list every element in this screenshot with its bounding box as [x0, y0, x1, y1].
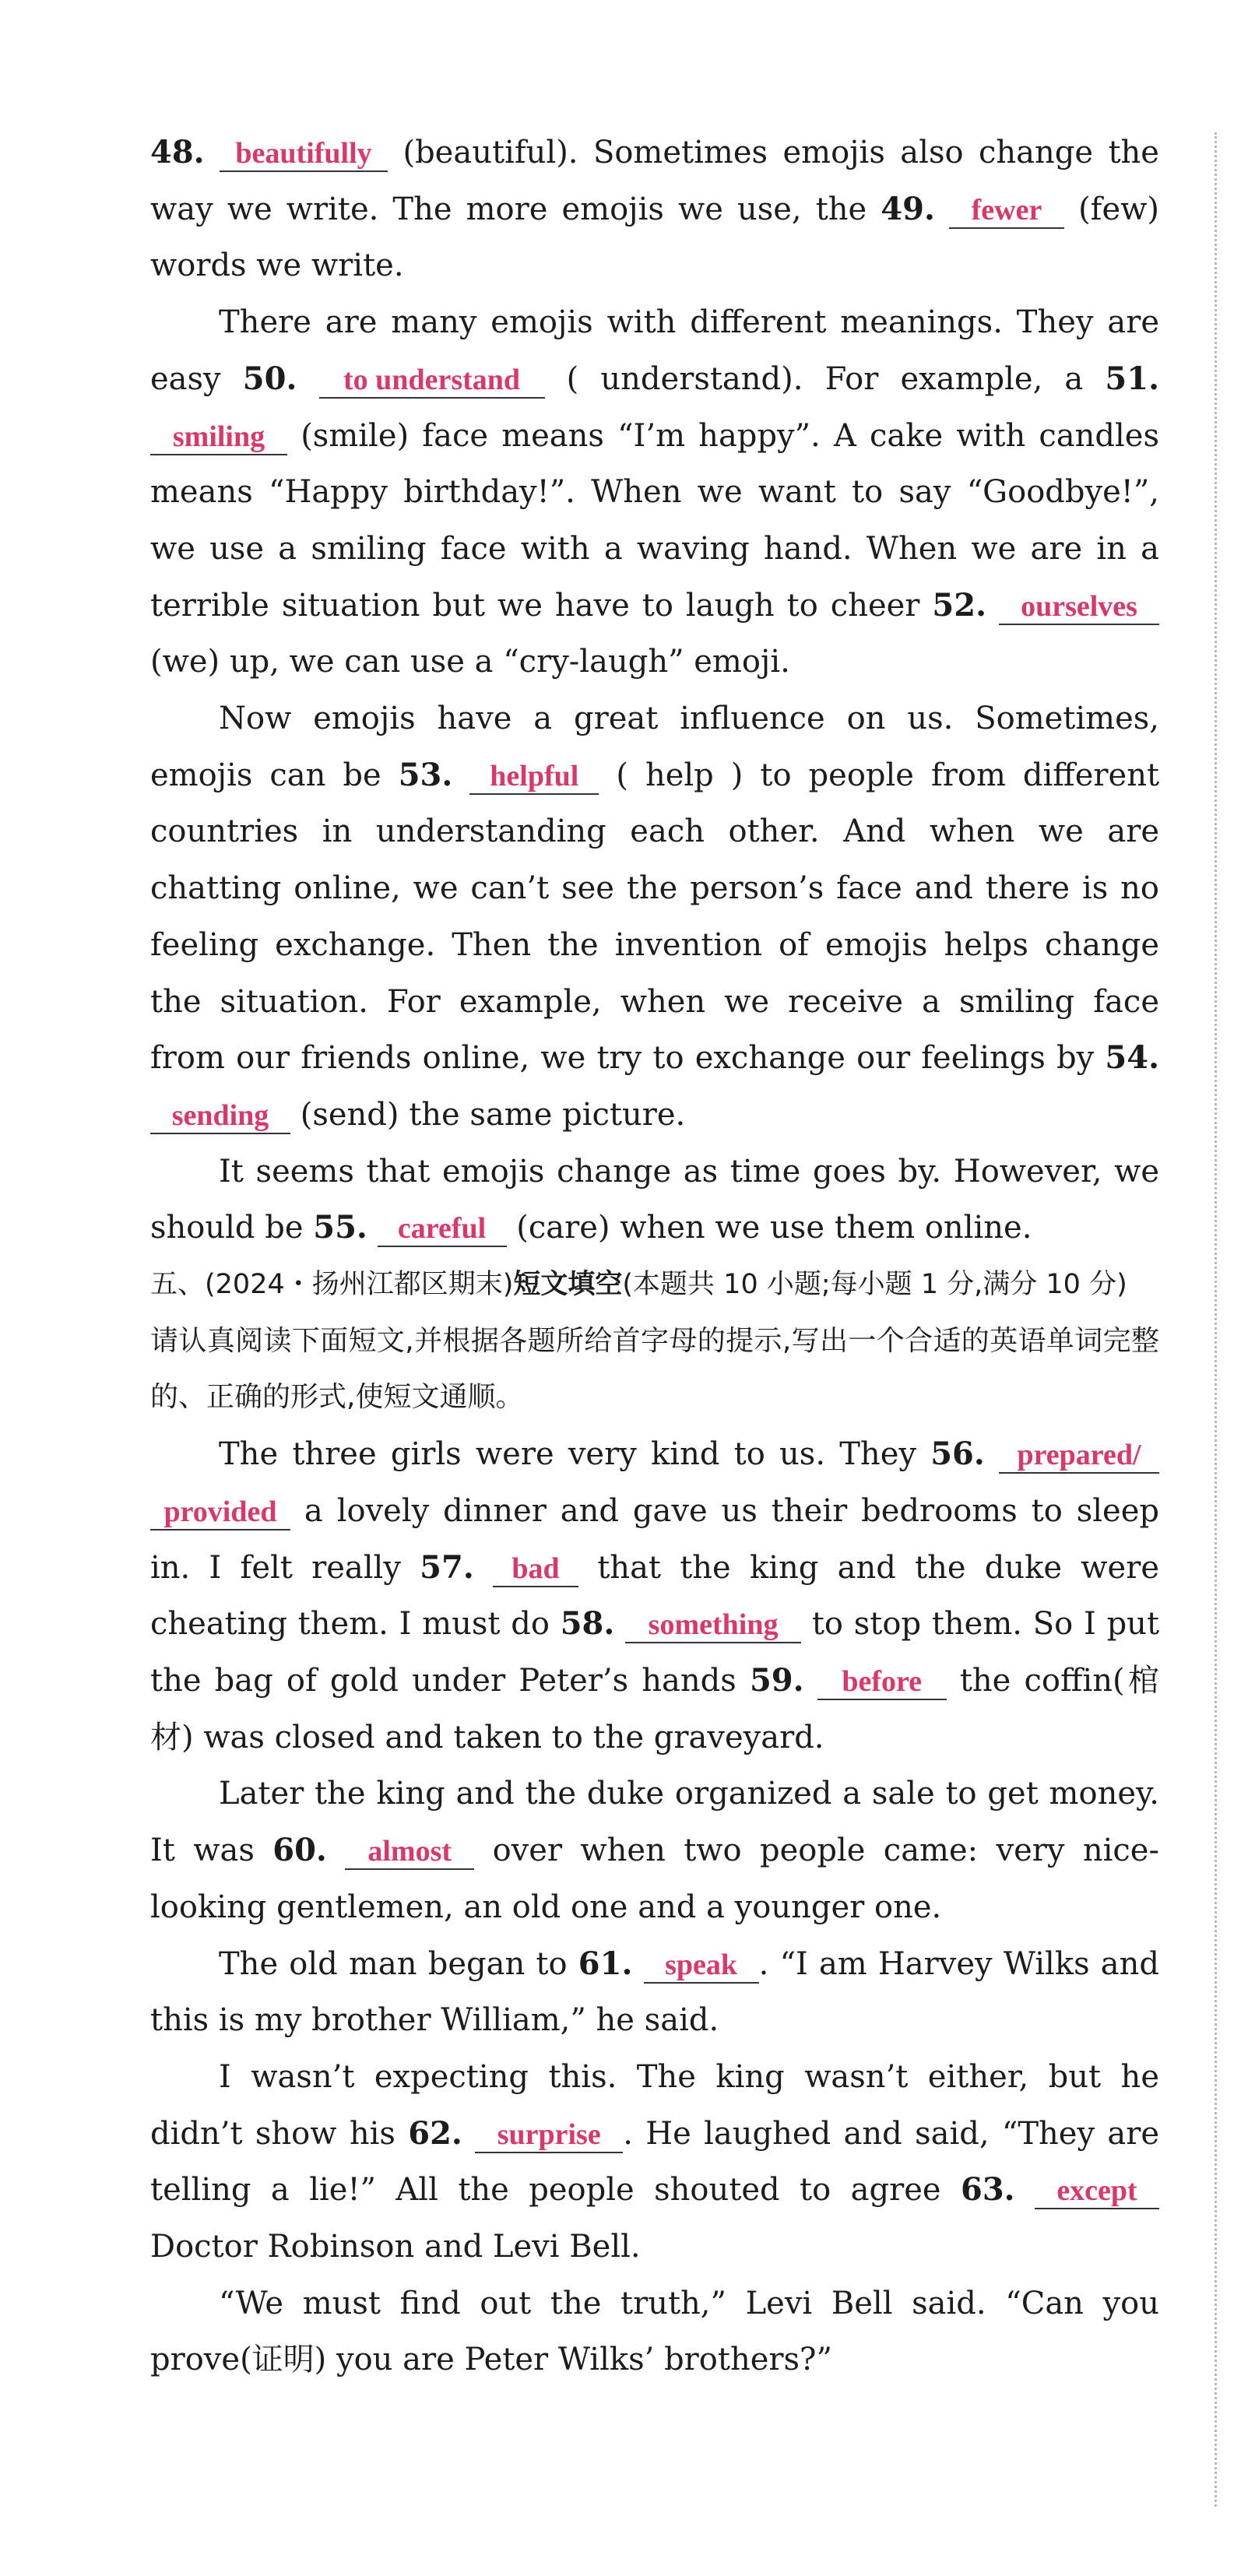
paragraph-55: [150, 1144, 1159, 1256]
paragraph-text: (send) the same picture.: [300, 1096, 686, 1133]
question-number-62: 62.: [408, 2114, 462, 2152]
answer-blank-60: [345, 1833, 474, 1870]
paragraph-text: There are many emojis with different meanings. They are easy: [150, 304, 1159, 397]
question-number-54: 54.: [1105, 1039, 1159, 1077]
answer-50: to understand: [343, 363, 521, 396]
section-5-heading: [150, 1256, 1159, 1313]
paragraph-56-59: [150, 1426, 1159, 1766]
paragraph-text: (smile) face means “I’m happy”. A cake with candles means “Happy birthday!”. When we want to say “Goodbye!”, we use a smiling face with a waving hand. When we are in a terrible situation but we have to laugh to cheer: [150, 417, 1160, 624]
answer-blank-51: [150, 419, 287, 455]
answer-59: before: [842, 1664, 923, 1698]
answer-blank-54: [150, 1098, 290, 1134]
paragraph-text: It seems that emojis change as time goes by. However, we should be: [150, 1153, 1159, 1246]
paragraph-text: Doctor Robinson and Levi Bell.: [150, 2229, 641, 2265]
paragraph-text: “We must find out the truth,” Levi Bell said. “Can you prove(证明) you are Peter Wilks’ brothers?”: [150, 2285, 1159, 2378]
question-number-49: 49.: [881, 190, 935, 227]
answer-51: smiling: [172, 420, 265, 453]
answer-blank-55: [378, 1211, 507, 1247]
answer-blank-53: [469, 758, 599, 795]
paragraph-text: that the king and the duke were cheating them. I must do: [150, 1549, 1159, 1643]
answer-blank-63: [1035, 2173, 1159, 2209]
question-number-48: 48.: [150, 134, 205, 170]
paragraph-text: ( understand). For example, a: [566, 360, 1084, 397]
question-number-61: 61.: [578, 1945, 633, 1982]
answer-blank-62: [475, 2117, 623, 2153]
paragraph-text: (beautiful). Sometimes emojis also change the way we write. The more emojis we use, the: [150, 135, 1159, 227]
section-title: 短文填空: [513, 1269, 623, 1301]
paragraph-48-49: [150, 125, 1159, 294]
answer-blank-57: [493, 1551, 578, 1587]
answer-blank-58: [625, 1607, 801, 1643]
answer-blank-48: [220, 135, 388, 172]
answer-63: except: [1056, 2174, 1137, 2208]
paragraph-text: the coffin(棺材) was closed and taken to the graveyard.: [150, 1662, 1160, 1755]
paragraph-62-63: [150, 2049, 1159, 2276]
answer-55: careful: [397, 1212, 487, 1246]
question-number-58: 58.: [560, 1605, 615, 1643]
answer-blank-56b: [150, 1494, 290, 1530]
answer-blank-52: [999, 589, 1159, 625]
answer-blank-59: [817, 1664, 947, 1700]
answer-58: something: [648, 1608, 779, 1642]
question-number-59: 59.: [749, 1661, 804, 1699]
answer-52: ourselves: [1021, 589, 1137, 623]
answer-54: sending: [171, 1098, 269, 1132]
question-number-51: 51.: [1105, 360, 1160, 397]
question-number-60: 60.: [272, 1832, 327, 1869]
answer-48: beautifully: [235, 137, 372, 170]
answer-blank-50: [319, 362, 545, 399]
margin-dotted-rule: [1215, 132, 1217, 2507]
paragraph-text: over when two people came: very nice-looking gentlemen, an old one and a younger one.: [150, 1833, 1159, 1925]
answer-blank-56a: [999, 1437, 1159, 1474]
question-number-53: 53.: [398, 756, 453, 793]
paragraph-text: ( help ) to people from different countries in understanding each other. And when we are chatting online, we can’t see the person’s face and there is no feeling exchange. Then the invention of emojis helps change the situation. For example, when we receive a smiling face from our friends online, we try to exchange our feelings by: [150, 757, 1160, 1077]
answer-53: helpful: [490, 759, 579, 792]
paragraph-53-54: [150, 691, 1159, 1144]
paragraph-text: to stop them. So I put the bag of gold under Peter’s hands: [150, 1606, 1160, 1699]
paragraph-text: The three girls were very kind to us. They: [219, 1436, 916, 1473]
paragraph-text: (few) words we write.: [150, 191, 1159, 284]
paragraph-final: [150, 2276, 1159, 2388]
paragraph-text: The old man began to: [219, 1945, 568, 1982]
paragraph-60: [150, 1766, 1159, 1935]
answer-62: surprise: [497, 2117, 601, 2151]
answer-56-part1: prepared/: [1017, 1439, 1141, 1472]
answer-56-part2: provided: [163, 1495, 277, 1528]
paragraph-text: (we) up, we can use a “cry-laugh” emoji.: [150, 644, 790, 680]
paragraph-50-52: [150, 294, 1159, 691]
question-number-56: 56.: [930, 1436, 985, 1473]
answer-57: bad: [511, 1552, 560, 1585]
paragraph-text: a lovely dinner and gave us their bedrooms to sleep in. I felt really: [150, 1492, 1159, 1586]
paragraph-text: . He laughed and said, “They are telling a lie!” All the people shouted to agree: [150, 2115, 1160, 2209]
paragraph-text: Now emojis have a great influence on us. Sometimes, emojis can be: [150, 701, 1159, 793]
paragraph-text: (care) when we use them online.: [516, 1210, 1032, 1246]
answer-blank-61: [644, 1947, 759, 1984]
text-column: [150, 125, 1159, 2388]
paragraph-text: Later the king and the duke organized a sale to get money. It was: [150, 1776, 1159, 1869]
paragraph-61: [150, 1936, 1159, 2049]
section-5-instruction: 请认真阅读下面短文,并根据各题所给首字母的提示,写出一个合适的英语单词完整的、正确的形式,使短文通顺。: [150, 1324, 1159, 1414]
section-prefix: 五、(2024・扬州江都区期末): [150, 1269, 514, 1301]
question-number-57: 57.: [420, 1548, 474, 1586]
question-number-52: 52.: [932, 586, 987, 624]
answer-blank-49: [949, 192, 1064, 229]
question-number-50: 50.: [242, 360, 297, 397]
answer-61: speak: [665, 1948, 738, 1981]
section-note: (本题共 10 小题;每小题 1 分,满分 10 分): [622, 1269, 1127, 1301]
answer-49: fewer: [971, 193, 1042, 227]
paragraph-text: . “I am Harvey Wilks and this is my brother William,” he said.: [150, 1945, 1160, 2039]
answer-60: almost: [367, 1835, 452, 1868]
question-number-55: 55.: [313, 1209, 367, 1246]
question-number-63: 63.: [960, 2171, 1015, 2209]
paragraph-text: I wasn’t expecting this. The king wasn’t either, but he didn’t show his: [150, 2058, 1159, 2152]
